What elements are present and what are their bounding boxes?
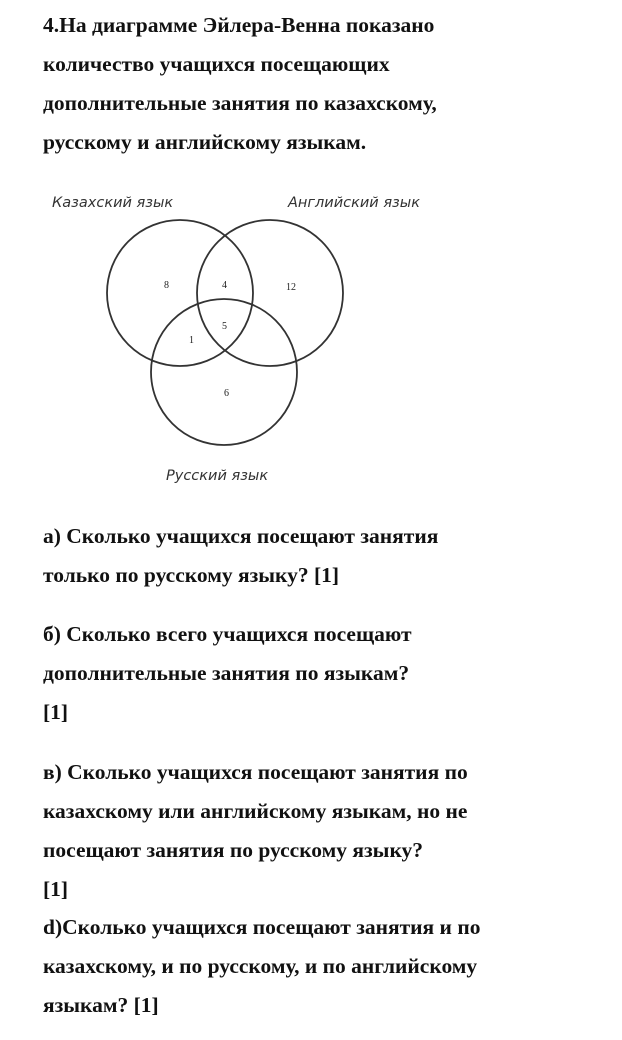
region-all-three: 5 xyxy=(222,321,227,332)
question-d: d)Сколько учащихся посещают занятия и по казахскому, и по русскому, и по английскому языкам? [1] xyxy=(43,915,481,1017)
set-label-russian: Русский язык xyxy=(166,468,269,484)
task-title: 4.На диаграмме Эйлера-Венна показано количество учащихся посещающих дополнительные занятия по казахскому, русскому и английскому языкам. xyxy=(43,13,437,154)
venn-diagram xyxy=(40,180,460,500)
set-label-english: Английский язык xyxy=(288,195,420,211)
set-label-kazakh: Казахский язык xyxy=(52,195,174,211)
region-kazakh-russian: 1 xyxy=(189,335,194,346)
region-kazakh-only: 8 xyxy=(164,280,169,291)
circle-kazakh xyxy=(107,220,253,366)
question-c: в) Сколько учащихся посещают занятия по казахскому или английскому языкам, но не посещают занятия по русскому языку? [1] xyxy=(43,760,468,901)
region-russian-only: 6 xyxy=(224,388,229,399)
region-english-only: 12 xyxy=(286,282,296,293)
question-a: а) Сколько учащихся посещают занятия только по русскому языку? [1] xyxy=(43,524,439,587)
question-b: б) Сколько всего учащихся посещают дополнительные занятия по языкам? [1] xyxy=(43,622,412,724)
region-kazakh-english: 4 xyxy=(222,280,227,291)
circle-english xyxy=(197,220,343,366)
